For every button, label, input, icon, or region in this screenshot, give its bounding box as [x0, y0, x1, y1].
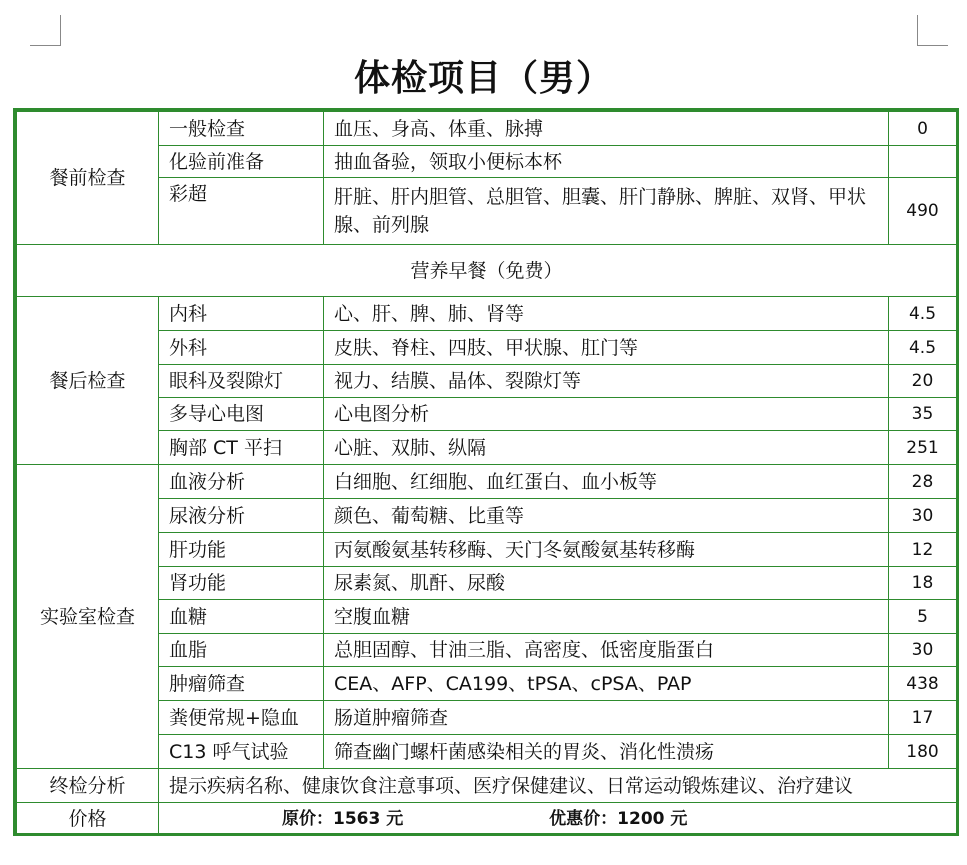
item-price: 180: [889, 735, 957, 769]
item-price: 30: [889, 634, 957, 667]
item-detail: 肠道肿瘤筛查: [324, 701, 889, 735]
table-row: [17, 803, 957, 835]
table-row: [17, 769, 957, 803]
item-name: 多导心电图: [159, 398, 324, 431]
item-name: 一般检查: [159, 112, 324, 146]
item-detail: CEA、AFP、CA199、tPSA、cPSA、PAP: [324, 667, 889, 701]
item-detail: 心、肝、脾、肺、肾等: [324, 297, 889, 331]
category-price: 价格: [17, 803, 159, 835]
item-detail: 白细胞、红细胞、血红蛋白、血小板等: [324, 465, 889, 499]
table-row: [17, 245, 957, 297]
category-lab: 实验室检查: [17, 465, 159, 769]
category-final: 终检分析: [17, 769, 159, 803]
item-price: 4.5: [889, 331, 957, 365]
breakfast-note: 营养早餐（免费）: [17, 245, 957, 297]
item-price: 20: [889, 365, 957, 398]
item-detail: 尿素氮、肌酐、尿酸: [324, 567, 889, 600]
item-name: 血液分析: [159, 465, 324, 499]
item-detail: 筛查幽门螺杆菌感染相关的胃炎、消化性溃疡: [324, 735, 889, 769]
category-pre-meal: 餐前检查: [17, 112, 159, 245]
item-name: 血糖: [159, 600, 324, 634]
item-name: 胸部 CT 平扫: [159, 431, 324, 465]
item-price: 0: [889, 112, 957, 146]
pricing-values: [159, 803, 957, 835]
item-price: [889, 146, 957, 178]
item-name: 肿瘤筛查: [159, 667, 324, 701]
item-price: 251: [889, 431, 957, 465]
document-title: 体检项目（男）: [353, 58, 613, 99]
item-name: 粪便常规+隐血: [159, 701, 324, 735]
item-detail: 抽血备验，领取小便标本杯: [324, 146, 889, 178]
item-name: C13 呼气试验: [159, 735, 324, 769]
item-name: 肝功能: [159, 533, 324, 567]
item-detail: 视力、结膜、晶体、裂隙灯等: [324, 365, 889, 398]
table-row: [17, 465, 957, 499]
item-price: 438: [889, 667, 957, 701]
item-name: 外科: [159, 331, 324, 365]
item-detail: 心电图分析: [324, 398, 889, 431]
checkup-table: [16, 111, 957, 835]
item-name: 尿液分析: [159, 499, 324, 533]
page-corner-mark-top-right: [917, 15, 948, 46]
item-name: 彩超: [159, 178, 324, 245]
item-price: 17: [889, 701, 957, 735]
item-price: 490: [889, 178, 957, 245]
item-name: 血脂: [159, 634, 324, 667]
original-price: 原价：1563 元: [282, 808, 404, 829]
checkup-table-frame: [13, 108, 959, 836]
item-price: 18: [889, 567, 957, 600]
item-price: 35: [889, 398, 957, 431]
item-detail: 心脏、双肺、纵隔: [324, 431, 889, 465]
item-detail: 颜色、葡萄糖、比重等: [324, 499, 889, 533]
item-price: 5: [889, 600, 957, 634]
item-detail: 肝脏、肝内胆管、总胆管、胆囊、肝门静脉、脾脏、双肾、甲状腺、前列腺: [324, 178, 889, 245]
item-detail: 总胆固醇、甘油三脂、高密度、低密度脂蛋白: [324, 634, 889, 667]
category-post-meal: 餐后检查: [17, 297, 159, 465]
item-name: 肾功能: [159, 567, 324, 600]
item-name: 内科: [159, 297, 324, 331]
item-name: 眼科及裂隙灯: [159, 365, 324, 398]
final-analysis-detail: 提示疾病名称、健康饮食注意事项、医疗保健建议、日常运动锻炼建议、治疗建议: [159, 769, 957, 803]
item-detail: 空腹血糖: [324, 600, 889, 634]
item-price: 12: [889, 533, 957, 567]
item-price: 30: [889, 499, 957, 533]
item-name: 化验前准备: [159, 146, 324, 178]
table-row: [17, 112, 957, 146]
item-detail: 血压、身高、体重、脉搏: [324, 112, 889, 146]
table-row: [17, 297, 957, 331]
page-corner-mark-top-left: [30, 15, 61, 46]
discount-price: 优惠价：1200 元: [549, 808, 688, 829]
item-detail: 皮肤、脊柱、四肢、甲状腺、肛门等: [324, 331, 889, 365]
item-detail: 丙氨酸氨基转移酶、天门冬氨酸氨基转移酶: [324, 533, 889, 567]
item-price: 28: [889, 465, 957, 499]
item-price: 4.5: [889, 297, 957, 331]
